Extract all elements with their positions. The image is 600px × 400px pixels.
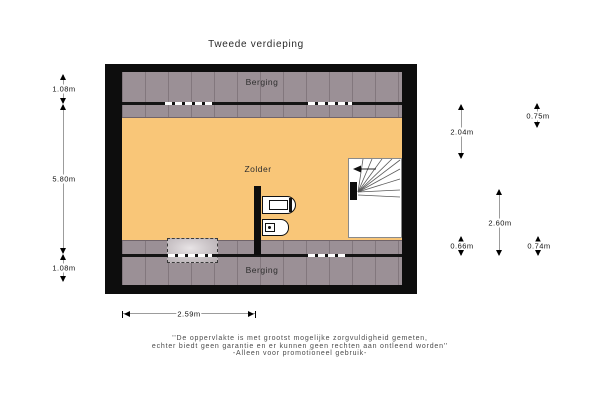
dimension-label: 2.59m bbox=[177, 309, 201, 319]
window-icon bbox=[308, 254, 348, 257]
skylight-icon bbox=[167, 238, 218, 263]
bottom-berging-area bbox=[122, 240, 402, 285]
page-title: Tweede verdieping bbox=[208, 39, 304, 50]
room-label-berging-top: Berging bbox=[245, 77, 279, 87]
dimension-right-0-74 bbox=[527, 237, 551, 255]
plan-interior bbox=[122, 72, 402, 285]
washing-machine-icon bbox=[262, 196, 296, 214]
boiler-panel-icon bbox=[265, 223, 275, 232]
window-icon bbox=[168, 254, 212, 257]
boiler-dial-icon bbox=[268, 226, 271, 229]
dimension-label: 0.66m bbox=[450, 241, 474, 251]
dimension-label: 0.74m bbox=[527, 241, 551, 251]
dimension-label: 2.04m bbox=[450, 127, 474, 136]
dimension-label: 2.60m bbox=[488, 218, 512, 227]
dimension-left-top bbox=[52, 75, 76, 103]
washing-machine-door-icon bbox=[269, 200, 288, 210]
knee-wall-line-top bbox=[122, 102, 402, 105]
window-icon bbox=[165, 102, 212, 105]
dimension-right-0-75 bbox=[526, 104, 550, 127]
dimension-label: 5.80m bbox=[52, 174, 76, 184]
dimension-right-2-04 bbox=[450, 105, 474, 158]
disclaimer-line-1: ''De oppervlakte is met grootst mogelijke zorgvuldigheid gemeten, bbox=[172, 335, 428, 342]
dimension-left-middle bbox=[52, 105, 76, 253]
dimension-bottom-2-59 bbox=[123, 309, 255, 319]
partition-wall bbox=[254, 186, 261, 255]
dimension-right-0-66 bbox=[450, 237, 474, 255]
staircase-icon bbox=[348, 158, 402, 238]
dimension-label: 1.08m bbox=[52, 263, 76, 273]
disclaimer-line-2: echter biedt geen garantie en er kunnen geen rechten aan ontleend worden'' bbox=[151, 342, 449, 350]
knee-wall-line-bottom bbox=[122, 254, 402, 257]
room-label-berging-bottom: Berging bbox=[245, 265, 279, 275]
room-label-zolder: Zolder bbox=[244, 164, 272, 174]
disclaimer-line-3: -Alleen voor promotioneel gebruik- bbox=[232, 350, 368, 358]
window-icon bbox=[308, 102, 352, 105]
dimension-left-bottom bbox=[52, 255, 76, 281]
dimension-right-2-60 bbox=[488, 190, 512, 255]
boiler-icon bbox=[262, 219, 289, 236]
floorplan bbox=[105, 64, 417, 294]
dimension-end-tick bbox=[255, 311, 256, 318]
disclaimer bbox=[0, 335, 600, 358]
dimension-end-tick bbox=[122, 311, 123, 318]
stair-treads-icon bbox=[349, 159, 401, 237]
dimension-label: 0.75m bbox=[526, 111, 550, 120]
dimension-label: 1.08m bbox=[52, 84, 76, 94]
